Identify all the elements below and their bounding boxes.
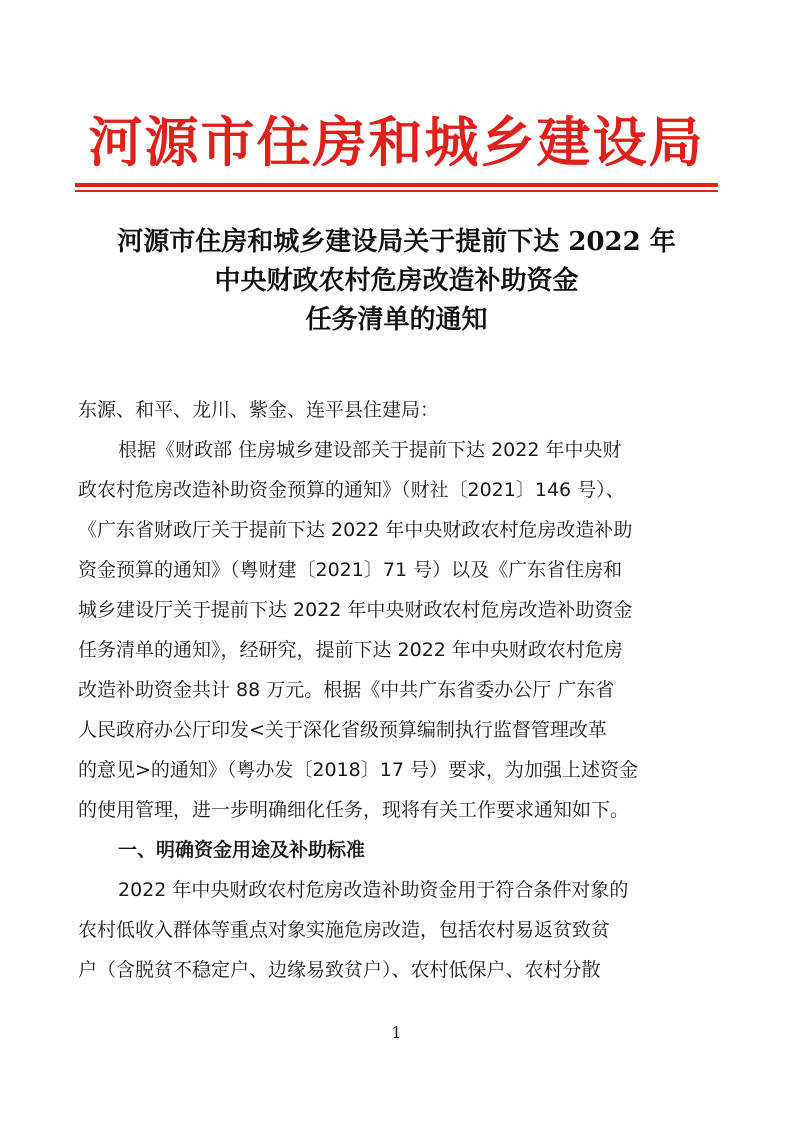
body-line: 农村低收入群体等重点对象实施危房改造，包括农村易返贫致贫 [78, 919, 611, 941]
body-line: 的意见>的通知》（粤办发〔2018〕17 号）要求，为加强上述资金 [78, 759, 638, 781]
body-line: 任务清单的通知》，经研究，提前下达 2022 年中央财政农村危房 [78, 639, 623, 661]
body-line: 《广东省财政厅关于提前下达 2022 年中央财政农村危房改造补助 [78, 519, 633, 541]
body-line: 的使用管理，进一步明确细化任务，现将有关工作要求通知如下。 [78, 799, 630, 821]
document-title-line-2: 中央财政农村危房改造补助资金 [214, 266, 579, 296]
addressee: 东源、和平、龙川、紫金、连平县住建局： [78, 399, 440, 421]
section-heading: 一、明确资金用途及补助标准 [118, 839, 366, 861]
body-line: 城乡建设厅关于提前下达 2022 年中央财政农村危房改造补助资金 [78, 599, 633, 621]
body-line: 改造补助资金共计 88 万元。根据《中共广东省委办公厅 广东省 [78, 679, 615, 701]
body-line: 人民政府办公厅印发<关于深化省级预算编制执行监督管理改革 [78, 719, 607, 741]
body-line: 资金预算的通知》（粤财建〔2021〕71 号）以及《广东省住房和 [78, 559, 623, 581]
body-line: 根据《财政部 住房城乡建设部关于提前下达 2022 年中央财 [118, 439, 622, 461]
letterhead: 河源市住房和城乡建设局 [88, 110, 705, 174]
body-line: 政农村危房改造补助资金预算的通知》（财社〔2021〕146 号）、 [78, 479, 625, 501]
document-title-line-1: 河源市住房和城乡建设局关于提前下达 2022 年 [117, 227, 676, 257]
letterhead-rule-thin [75, 190, 718, 192]
document-title-line-3: 任务清单的通知 [305, 305, 488, 335]
letterhead-rule-thick [75, 183, 718, 187]
body-line: 户（含脱贫不稳定户、边缘易致贫户）、农村低保户、农村分散 [78, 959, 601, 981]
page-number: 1 [391, 1023, 402, 1042]
body-line: 2022 年中央财政农村危房改造补助资金用于符合条件对象的 [118, 879, 629, 901]
